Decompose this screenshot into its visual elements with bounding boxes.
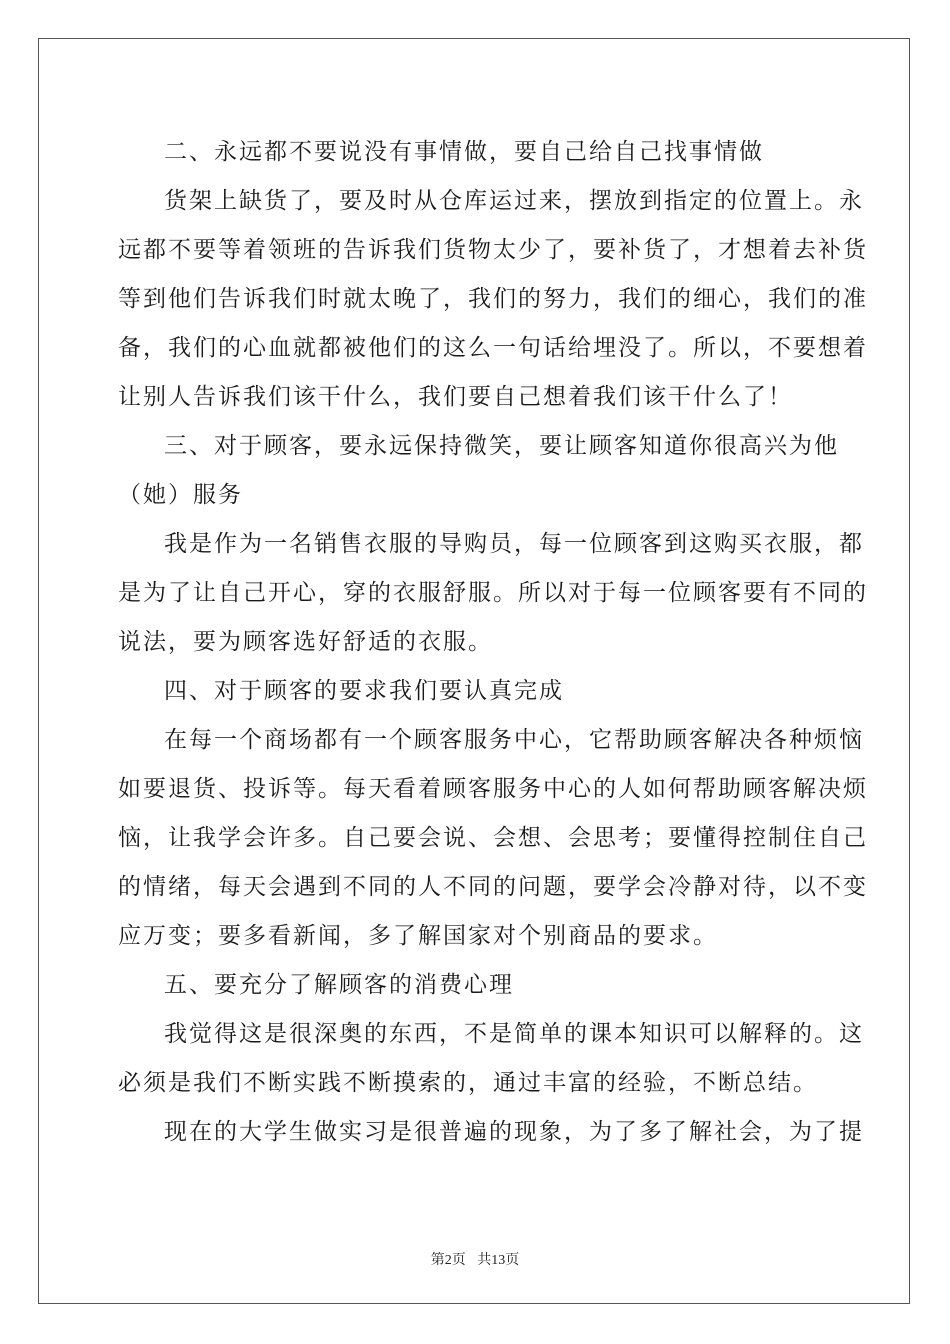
paragraph-line: 是为了让自己开心，穿的衣服舒服。所以对于每一位顾客要有不同的 <box>118 580 868 606</box>
page-total: 共13页 <box>477 1253 520 1268</box>
paragraph-line: 说法，要为顾客选好舒适的衣服。 <box>118 629 493 655</box>
paragraph-line: 货架上缺货了，要及时从仓库运过来，摆放到指定的位置上。永 <box>164 188 864 214</box>
paragraph-line: 等到他们告诉我们时就太晚了，我们的努力，我们的细心，我们的准 <box>118 286 868 312</box>
heading-5: 五、要充分了解顾客的消费心理 <box>164 972 514 998</box>
heading-4: 四、对于顾客的要求我们要认真完成 <box>164 678 564 704</box>
paragraph-line: 应万变；要多看新闻，多了解国家对个别商品的要求。 <box>118 923 718 949</box>
paragraph-line: 我觉得这是很深奥的东西，不是简单的课本知识可以解释的。这 <box>164 1021 864 1047</box>
paragraph-line: 在每一个商场都有一个顾客服务中心，它帮助顾客解决各种烦恼 <box>164 727 864 753</box>
heading-2: 二、永远都不要说没有事情做，要自己给自己找事情做 <box>164 139 764 165</box>
heading-3: 三、对于顾客，要永远保持微笑，要让顾客知道你很高兴为他 <box>164 433 839 459</box>
paragraph-line: 现在的大学生做实习是很普遍的现象，为了多了解社会，为了提 <box>164 1119 864 1145</box>
paragraph-line: 的情绪，每天会遇到不同的人不同的问题，要学会冷静对待，以不变 <box>118 874 868 900</box>
paragraph-line: 必须是我们不断实践不断摸索的，通过丰富的经验，不断总结。 <box>118 1070 818 1096</box>
heading-3-cont: （她）服务 <box>118 482 243 508</box>
page-footer <box>0 1249 950 1269</box>
paragraph-line: 如要退货、投诉等。每天看着顾客服务中心的人如何帮助顾客解决烦 <box>118 776 868 802</box>
document-body <box>118 128 868 1157</box>
paragraph-line: 让别人告诉我们该干什么，我们要自己想着我们该干什么了！ <box>118 384 793 410</box>
paragraph-line: 备，我们的心血就都被他们的这么一句话给埋没了。所以，不要想着 <box>118 335 868 361</box>
paragraph-line: 我是作为一名销售衣服的导购员，每一位顾客到这购买衣服，都 <box>164 531 864 557</box>
paragraph-line: 远都不要等着领班的告诉我们货物太少了，要补货了，才想着去补货 <box>118 237 868 263</box>
paragraph-line: 恼，让我学会许多。自己要会说、会想、会思考；要懂得控制住自己 <box>118 825 868 851</box>
page-number: 第2页 <box>430 1253 466 1268</box>
